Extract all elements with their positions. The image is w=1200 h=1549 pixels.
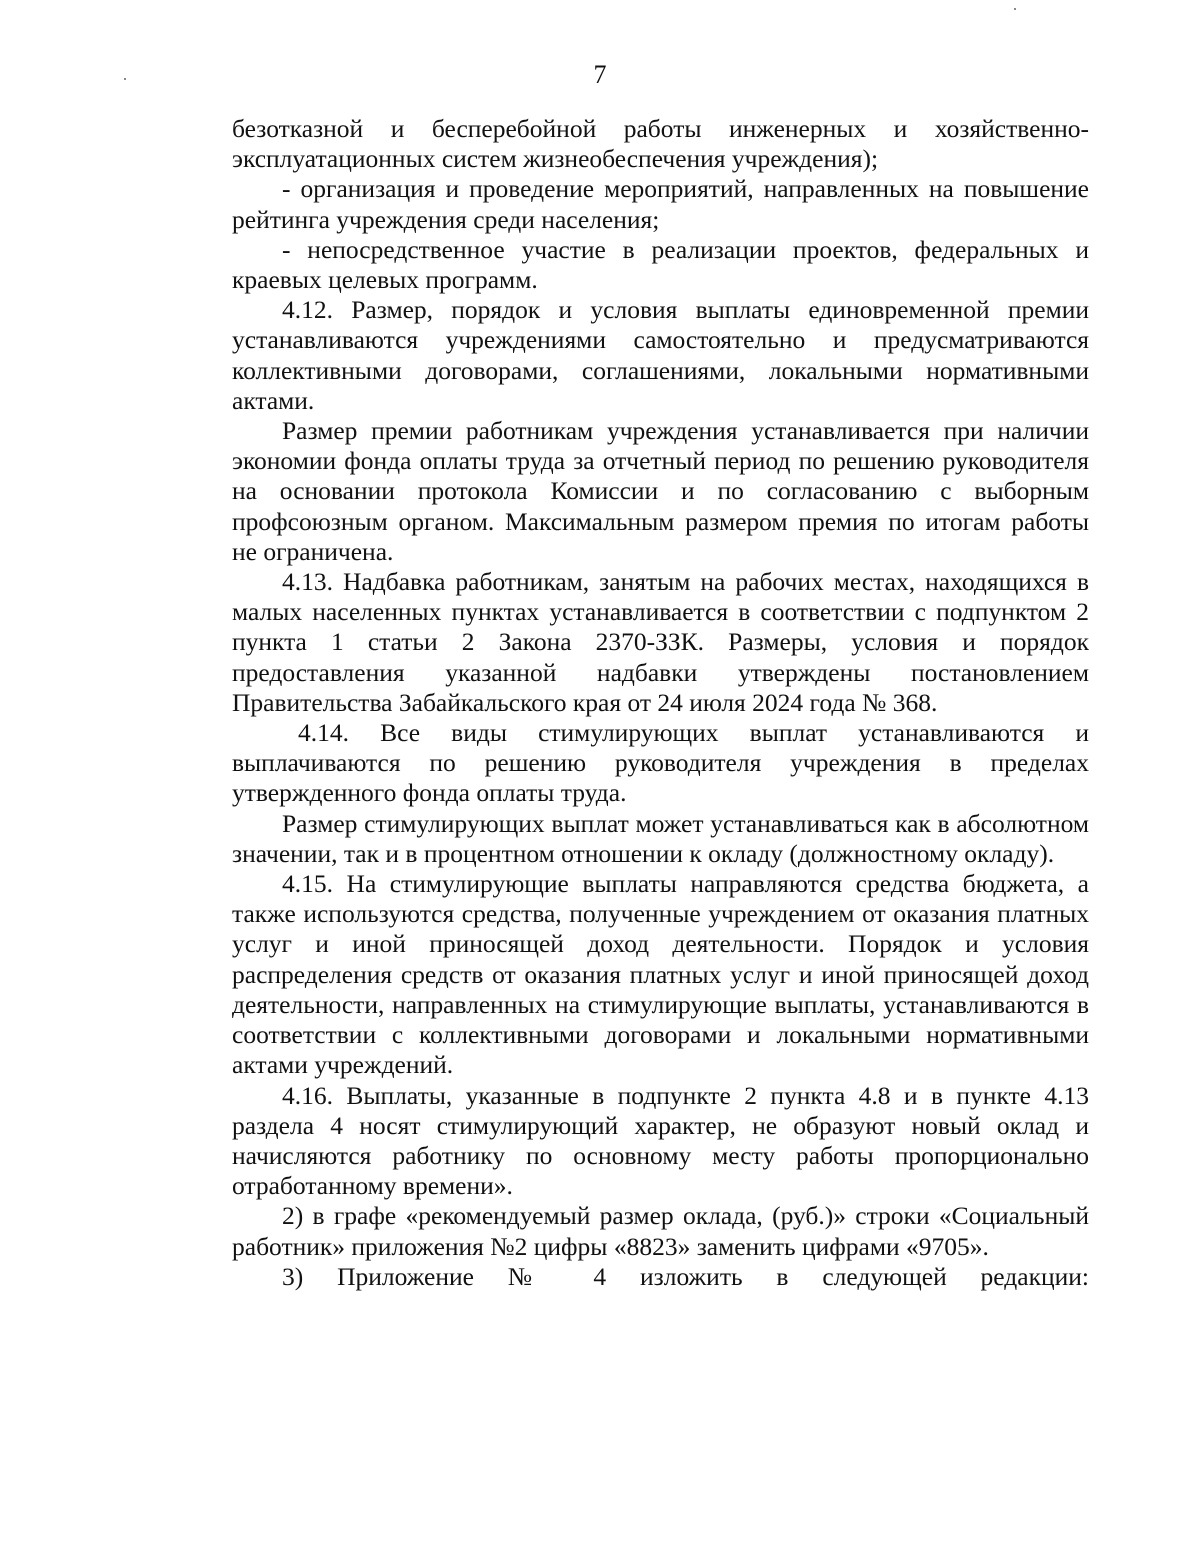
clause-4-13: 4.13. Надбавка работникам, занятым на рабочих местах, находящихся в малых населенных пунктах устанавливается в соответствии с подпунктом 2 пункта 1 статьи 2 Закона 2370-ЗЗК. Размеры, условия и порядок предоставления указанной надбавки утверждены постановлением Правительства Забайкальского края от 24 июля 2024 года № 368. bbox=[232, 567, 1089, 717]
paragraph-incentive-size: Размер стимулирующих выплат может устанавливаться как в абсолютном значении, так и в процентном отношении к окладу (должностному окладу). bbox=[232, 808, 1089, 868]
list-item-organization: - организация и проведение мероприятий, направленных на повышение рейтинга учреждения среди населения; bbox=[232, 174, 1089, 234]
page-number: 7 bbox=[593, 60, 607, 89]
clause-4-15: 4.15. На стимулирующие выплаты направляются средства бюджета, а также используются средства, полученные учреждением от оказания платных услуг и иной приносящей доход деятельности. Порядок и условия распределения средств от оказания платных услуг и иной приносящей доход деятельности, направленных на стимулирующие выплаты, устанавливаются в соответствии с коллективными договорами и локальными нормативными актами учреждений. bbox=[232, 869, 1089, 1080]
list-item-participation: - непосредственное участие в реализации проектов, федеральных и краевых целевых программ. bbox=[232, 234, 1089, 295]
document-body bbox=[232, 114, 1089, 1292]
clause-4-12: 4.12. Размер, порядок и условия выплаты единовременной премии устанавливаются учреждениями самостоятельно и предусматриваются коллективными договорами, соглашениями, локальными нормативными актами. bbox=[232, 295, 1089, 415]
paragraph-continuation: безотказной и бесперебойной работы инженерных и хозяйственно-эксплуатационных систем жизнеобеспечения учреждения); bbox=[232, 114, 1089, 174]
scan-speck bbox=[1014, 8, 1016, 10]
clause-4-14: 4.14. Все виды стимулирующих выплат устанавливаются и выплачиваются по решению руководителя учреждения в пределах утвержденного фонда оплаты труда. bbox=[232, 718, 1089, 808]
amendment-item-2: 2) в графе «рекомендуемый размер оклада, (руб.)» строки «Социальный работник» приложения №2 цифры «8823» заменить цифрами «9705». bbox=[232, 1201, 1089, 1261]
paragraph-bonus-size: Размер премии работникам учреждения устанавливается при наличии экономии фонда оплаты труда за отчетный период по решению руководителя на основании протокола Комиссии и по согласованию с выборным профсоюзным органом. Максимальным размером премия по итогам работы не ограничена. bbox=[232, 416, 1089, 566]
clause-4-16: 4.16. Выплаты, указанные в подпункте 2 пункта 4.8 и в пункте 4.13 раздела 4 носят стимулирующий характер, не образуют новый оклад и начисляются работнику по основному месту работы пропорционально отработанному времени». bbox=[232, 1080, 1089, 1201]
amendment-item-3: 3) Приложение № 4 изложить в следующей редакции: bbox=[282, 1261, 1089, 1291]
